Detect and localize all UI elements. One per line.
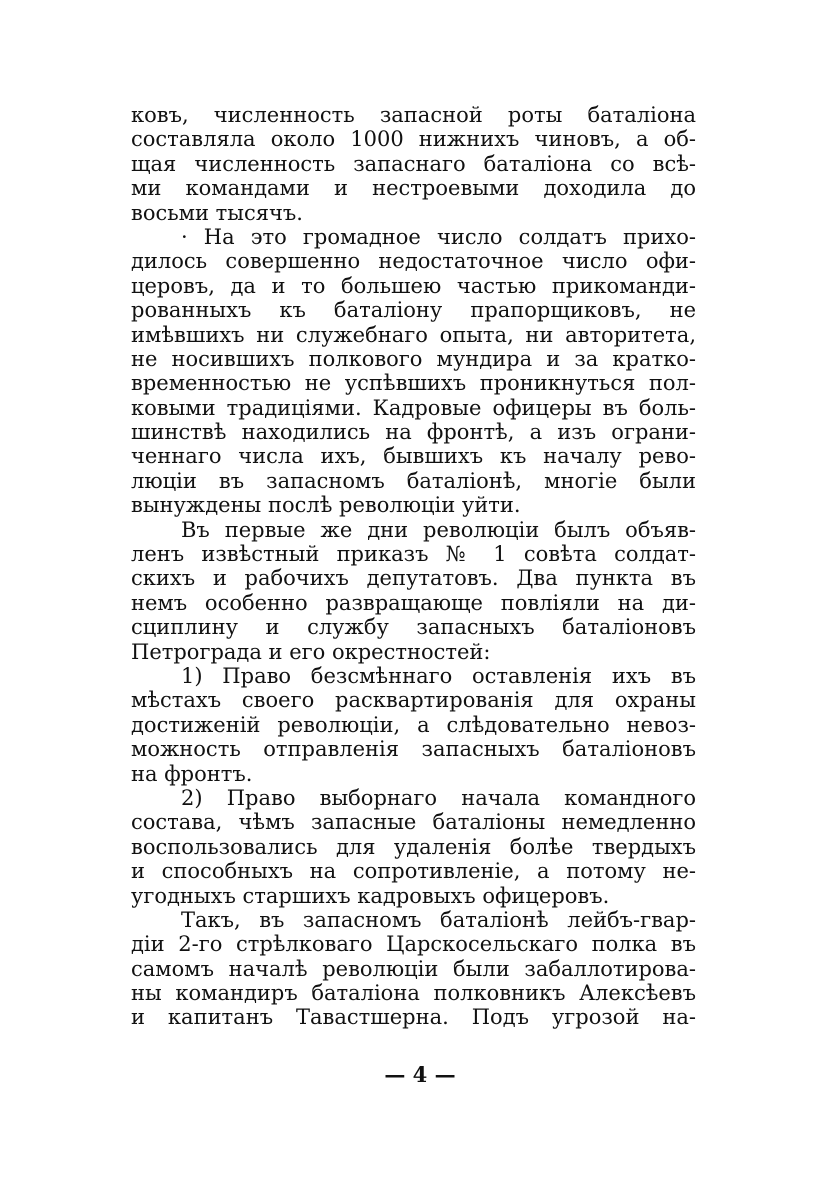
paragraph-first-line: Такъ, въ запасномъ баталіонѣ лейбъ-гвар- [181, 907, 696, 932]
text-line: люціи въ запасномъ баталіонѣ, многіе были [131, 468, 696, 493]
paragraph-first-line: 2) Право выборнаго начала командного [181, 785, 696, 810]
text-line: ковъ, численность запасной роты баталіона [131, 103, 696, 127]
text-line: достиженій революціи, а слѣдовательно невоз- [131, 712, 696, 737]
text-line: рованныхъ къ баталіону прапорщиковъ, не [131, 298, 696, 323]
text-line: щая численность запаснаго баталіона со всѣ- [131, 151, 696, 176]
text-line: сциплину и службу запасныхъ баталіоновъ [131, 615, 696, 640]
text-line: немъ особенно развращающе повліяли на ди- [131, 590, 696, 615]
text-line: мѣстахъ своего расквартированія для охраны [131, 688, 696, 713]
text-line: ми командами и нестроевыми доходила до [131, 176, 696, 201]
text-line: шинствѣ находились на фронтѣ, а изъ ограни- [131, 420, 696, 445]
paragraph-first-line: · На это громадное число солдатъ прихо- [181, 224, 696, 249]
text-line: церовъ, да и то большею частью прикоманди- [131, 273, 696, 298]
text-line: ковыми традиціями. Кадровые офицеры въ боль- [131, 395, 696, 420]
text-line: скихъ и рабочихъ депутатовъ. Два пункта въ [131, 566, 696, 591]
text-line: ленъ извѣстный приказъ № 1 совѣта солдат- [131, 542, 696, 567]
text-line: временностью не успѣвшихъ проникнуться пол- [131, 371, 696, 396]
text-line: Петрограда и его окрестностей: [131, 639, 491, 664]
text-line: ченнаго числа ихъ, бывшихъ къ началу рево- [131, 444, 696, 469]
text-line: вынуждены послѣ революціи уйти. [131, 493, 521, 518]
text-line: угодныхъ старшихъ кадровыхъ офицеровъ. [131, 883, 610, 908]
text-line: ны командиръ баталіона полковникъ Алексѣевъ [131, 981, 696, 1006]
text-line: можность отправленія запасныхъ баталіоновъ [131, 737, 696, 762]
text-line: состава, чѣмъ запасные баталіоны немедленно [131, 810, 696, 835]
text-line: дилось совершенно недостаточное число офи- [131, 249, 696, 274]
text-line: воспользовались для удаленія болѣе твердыхъ [131, 834, 696, 859]
text-line: не носившихъ полкового мундира и за кратко- [131, 346, 696, 371]
text-line: на фронтъ. [131, 761, 253, 786]
paragraph-first-line: Въ первые же дни революціи былъ объяв- [181, 517, 696, 542]
text-line: и способныхъ на сопротивленіе, а потому не- [131, 859, 696, 884]
text-line: составляла около 1000 нижнихъ чиновъ, а об- [131, 127, 696, 152]
text-line: имѣвшихъ ни служебнаго опыта, ни авторитета, [131, 322, 696, 347]
text-line: и капитанъ Тавастшерна. Подъ угрозой на- [131, 1005, 696, 1030]
paragraph-first-line: 1) Право безсмѣннаго оставленія ихъ въ [181, 663, 696, 688]
text-line: восьми тысячъ. [131, 200, 303, 225]
text-line: самомъ началѣ революціи были забаллотирова- [131, 956, 696, 981]
page-number: — 4 — [384, 1062, 456, 1087]
body-text [131, 103, 696, 1030]
text-line: діи 2-го стрѣлковаго Царскосельскаго полка въ [131, 932, 696, 957]
